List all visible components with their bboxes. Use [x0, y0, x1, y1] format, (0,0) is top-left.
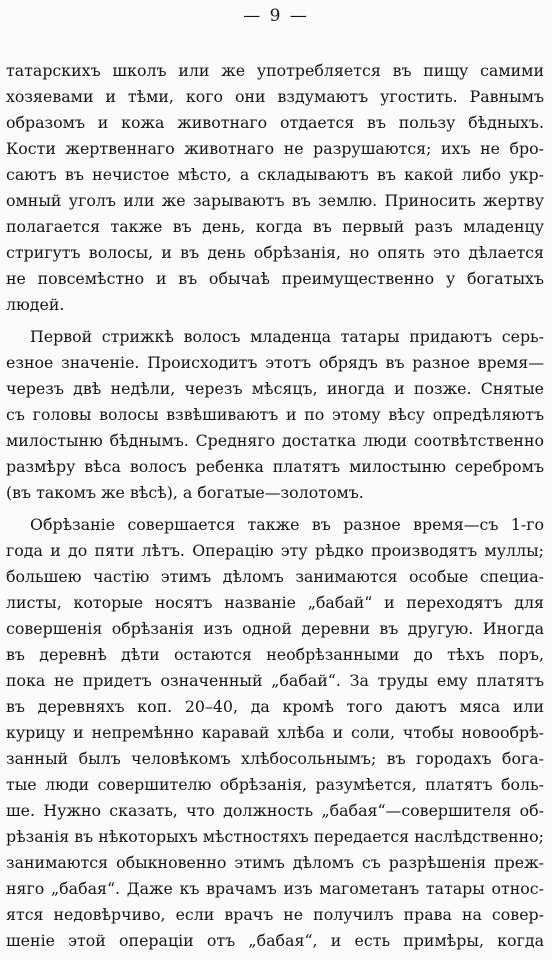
text-line: въ деревнѣ дѣти остаются необрѣзанными до тѣхъ поръ, — [6, 645, 544, 664]
text-line: няго „бабая“. Даже къ врачамъ изъ магометанъ татары относ- — [6, 879, 544, 898]
text-line: Обрѣзаніе совершается также въ разное время—съ 1-го — [30, 515, 544, 534]
text-line: Кости жертвеннаго животнаго не разрушаются; ихъ не бро- — [6, 139, 544, 158]
text-line: езное значеніе. Происходитъ этотъ обрядъ въ разное время— — [6, 353, 544, 372]
text-line: татарскихъ школъ или же употребляется въ пищу самими — [6, 61, 544, 80]
text-line: ятся недовѣрчиво, если врачъ не получилъ права на совер- — [6, 905, 544, 924]
text-line: ше. Нужно сказать, что должность „бабая“—совершителя об- — [6, 801, 544, 820]
text-line: полагается также въ день, когда въ первый разъ младенцу — [6, 217, 544, 236]
text-line: милостыню бѣднымъ. Средняго достатка люди соотвѣтственно — [6, 431, 544, 450]
text-line: занный былъ человѣкомъ хлѣбосольнымъ; въ городахъ бога- — [6, 749, 544, 768]
page-number: — 9 — — [243, 6, 309, 26]
text-line: года и до пяти лѣтъ. Операцію эту рѣдко производятъ муллы; — [6, 541, 544, 560]
text-line: размѣру вѣса волосъ ребенка платятъ милостыню серебромъ — [6, 457, 544, 476]
text-line: черезъ двѣ недѣли, черезъ мѣсяцъ, иногда и позже. Снятые — [6, 379, 544, 398]
text-line: съ головы волосы взвѣшиваютъ и по этому вѣсу опредѣляютъ — [6, 405, 544, 424]
text-line: тые люди совершителю обрѣзанія, разумѣется, платятъ боль- — [6, 775, 544, 794]
text-line: (въ такомъ же вѣсѣ), а богатые—золотомъ. — [6, 483, 364, 502]
text-line: Первой стрижкѣ волосъ младенца татары придаютъ серь- — [30, 327, 544, 346]
text-line: курицу и непремѣнно каравай хлѣба и соли, чтобы новообрѣ- — [6, 723, 544, 742]
text-line: хозяевами и тѣми, кого они вздумаютъ угостить. Равнымъ — [6, 87, 544, 106]
text-line: стригутъ волосы, и въ день обрѣзанія, но опять это дѣлается — [6, 243, 544, 262]
text-line: большею частію этимъ дѣломъ занимаются особые специа- — [6, 567, 544, 586]
text-line: въ деревняхъ коп. 20–40, да кромѣ того даютъ мяса или — [6, 697, 544, 716]
text-line: пока не придетъ означенный „бабай“. За труды ему платятъ — [6, 671, 544, 690]
text-line: саютъ въ нечистое мѣсто, а складываютъ въ какой либо укр- — [6, 165, 544, 184]
text-line: шеніе этой операціи отъ „бабая“, и есть примѣры, когда — [6, 931, 544, 950]
text-line: не повсемѣстно и въ обычаѣ преимущественно у богатыхъ — [6, 269, 544, 288]
text-line: листы, которые носятъ названіе „бабай“ и переходятъ для — [6, 593, 544, 612]
text-line: образомъ и кожа животнаго отдается въ пользу бѣдныхъ. — [6, 113, 544, 132]
text-line: совершенія обрѣзанія изъ одной деревни въ другую. Иногда — [6, 619, 544, 638]
text-line: омный уголъ или же зарываютъ въ землю. Приносить жертву — [6, 191, 544, 210]
text-line: рѣзанія въ нѣкоторыхъ мѣстностяхъ передается наслѣдственно; — [6, 827, 544, 846]
text-line: занимаются обыкновенно этимъ дѣломъ съ разрѣшенія преж- — [6, 853, 544, 872]
text-line: людей. — [6, 295, 65, 314]
